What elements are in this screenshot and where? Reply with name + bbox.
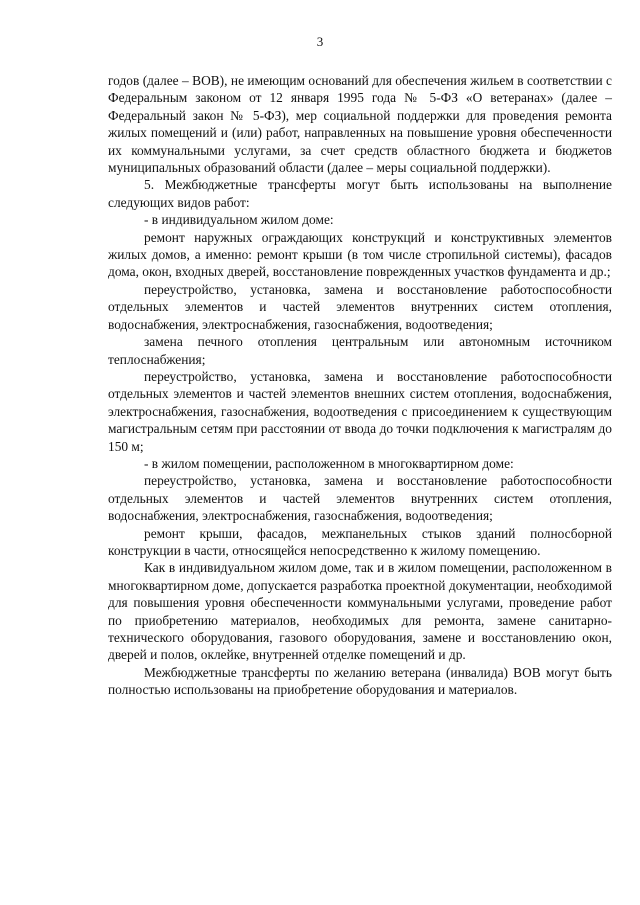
document-body [108, 72, 612, 699]
paragraph-design-documentation: Как в индивидуальном жилом доме, так и в жилом помещении, расположенном в многоквартирном доме, допускается разработка проектной документации, необходимой для повышения уровня обеспеченности коммунальными услугами, проведение работ по приобретению материалов, необходимых для ремонта, замене санитарно-технического оборудования, газового оборудования, замене и восстановлению окон, дверей и полов, оклейке, внутренней отделке помещений и др. [108, 560, 612, 663]
paragraph-house-external-systems: переустройство, установка, замена и восстановление работоспособности отдельных элементов и частей элементов внешних систем отопления, водоснабжения, электроснабжения, газоснабжения, водоотведения с присоединением к существующим магистральным сетям при расстоянии от ввода до точки подключения к магистралям до 150 м; [108, 368, 612, 454]
paragraph-house-exterior-repair: ремонт наружных ограждающих конструкций и конструктивных элементов жилых домов, а именно: ремонт крыши (в том числе стропильной системы), фасадов дома, окон, входных дверей, восстановление поврежденных участков фундамента и др.; [108, 229, 612, 280]
paragraph-item-5: 5. Межбюджетные трансферты могут быть использованы на выполнение следующих видов работ: [108, 177, 612, 210]
paragraph-house-heating-replacement: замена печного отопления центральным или автономным источником теплоснабжения; [108, 334, 612, 367]
paragraph-intro-continuation: годов (далее – ВОВ), не имеющим оснований для обеспечения жильем в соответствии с Федеральным законом от 12 января 1995 года № 5-ФЗ «О ветеранах» (далее – Федеральный закон № 5-ФЗ), мер социальной поддержки для проведения ремонта жилых помещений и (или) работ, направленных на повышение уровня обеспеченности их коммунальными услугами, за счет средств областного бюджета и бюджетов муниципальных образований области (далее – меры социальной поддержки). [108, 73, 612, 176]
paragraph-subheading-apartment: - в жилом помещении, расположенном в многоквартирном доме: [144, 455, 514, 471]
paragraph-apartment-roof-facade: ремонт крыши, фасадов, межпанельных стыков зданий полносборной конструкции в части, относящейся непосредственно к жилому помещению. [108, 525, 612, 558]
paragraph-equipment-purchase: Межбюджетные трансферты по желанию ветерана (инвалида) ВОВ могут быть полностью использованы на приобретение оборудования и материалов. [108, 664, 612, 698]
paragraph-house-internal-systems: переустройство, установка, замена и восстановление работоспособности отдельных элементов и частей элементов внутренних систем отопления, водоснабжения, электроснабжения, газоснабжения, водоотведения; [108, 281, 612, 332]
page-number: 3 [316, 34, 324, 49]
paragraph-subheading-house: - в индивидуальном жилом доме: [144, 212, 334, 228]
paragraph-apartment-internal-systems: переустройство, установка, замена и восстановление работоспособности отдельных элементов и частей элементов внутренних систем отопления, водоснабжения, электроснабжения, газоснабжения, водоотведения; [108, 473, 612, 524]
